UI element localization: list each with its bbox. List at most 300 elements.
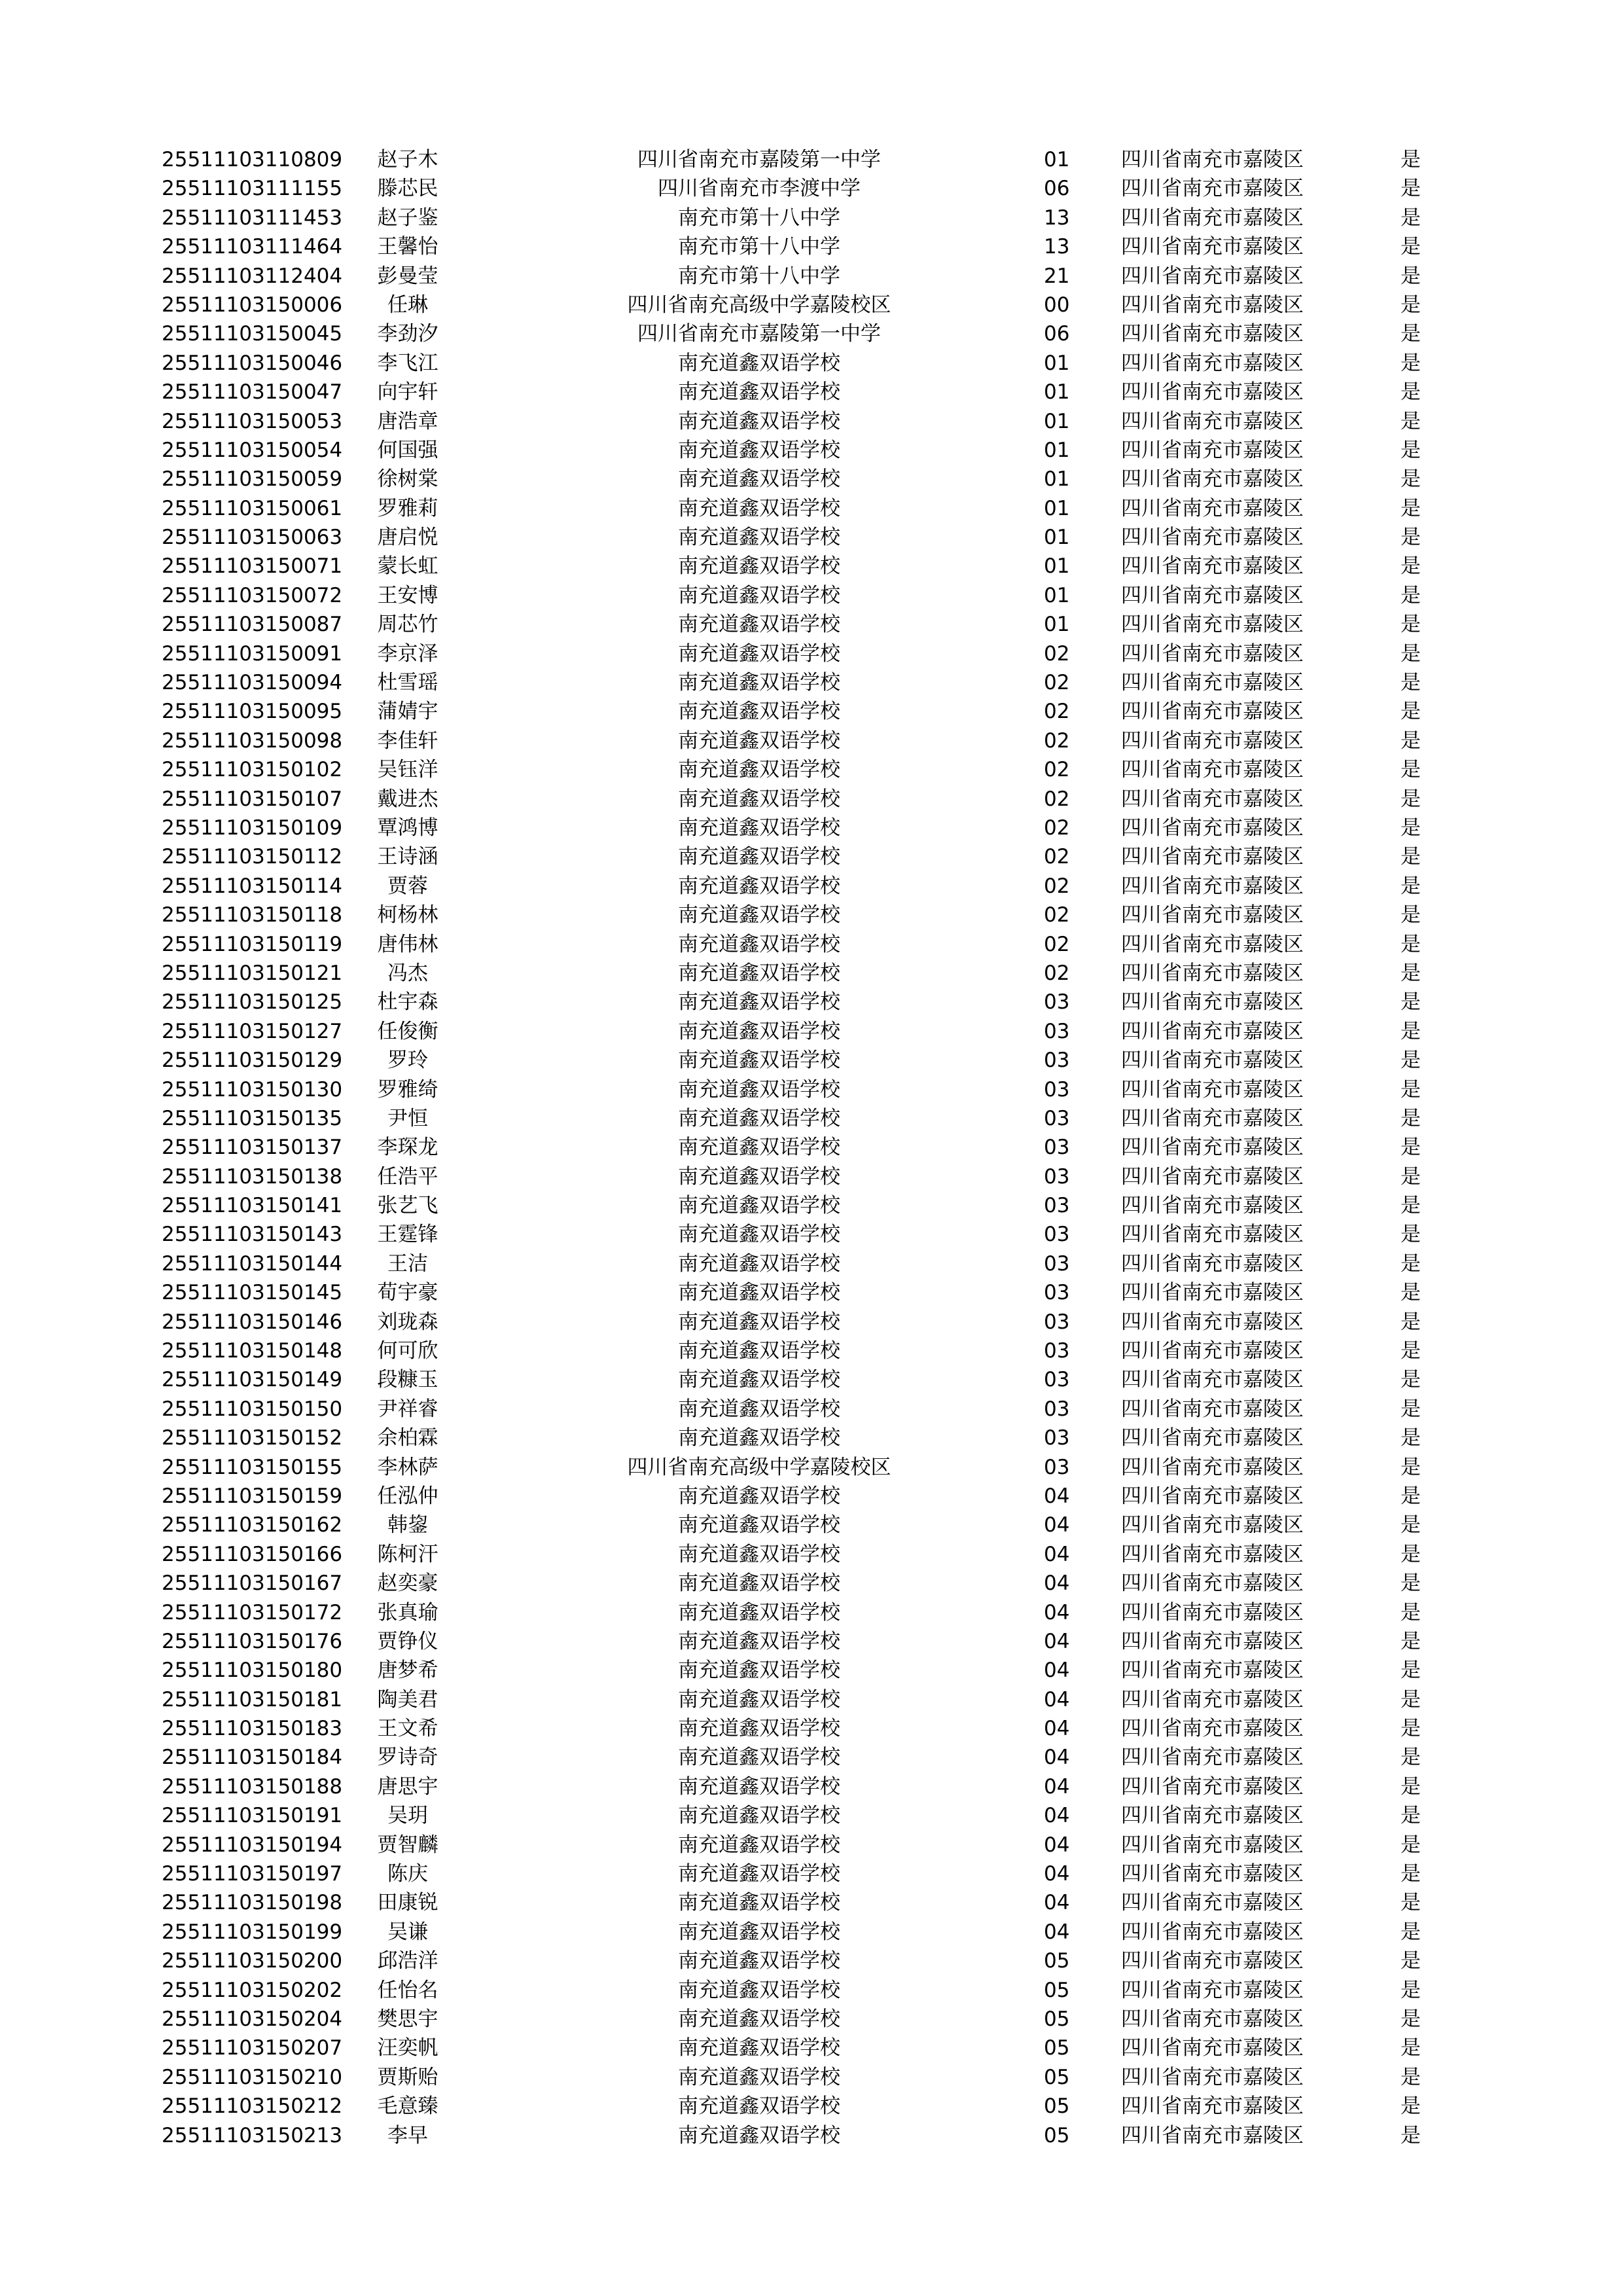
student-name-cell: 刘珑森 <box>377 1310 438 1334</box>
class-number-cell: 04 <box>1044 1920 1070 1944</box>
region-cell: 四川省南充市嘉陵区 <box>1121 816 1304 840</box>
student-name-cell: 柯杨林 <box>377 903 438 927</box>
exam-id-cell: 25511103150046 <box>162 351 343 375</box>
region-cell: 四川省南充市嘉陵区 <box>1121 1891 1304 1915</box>
school-cell: 南充道鑫双语学校 <box>678 961 840 985</box>
student-name-cell: 唐思宇 <box>377 1774 438 1799</box>
student-name-cell: 贾斯贻 <box>377 2065 438 2089</box>
class-number-cell: 02 <box>1044 845 1070 869</box>
student-name-cell: 任怡名 <box>377 1978 438 2002</box>
region-cell: 四川省南充市嘉陵区 <box>1121 1600 1304 1624</box>
student-name-cell: 任泓仲 <box>377 1484 438 1508</box>
status-flag-cell: 是 <box>1400 903 1421 927</box>
table-row <box>0 1598 1623 1627</box>
school-cell: 南充道鑫双语学校 <box>678 671 840 695</box>
table-row <box>0 349 1623 378</box>
student-name-cell: 贾蓉 <box>387 874 428 898</box>
status-flag-cell: 是 <box>1400 177 1421 201</box>
region-cell: 四川省南充市嘉陵区 <box>1121 148 1304 171</box>
school-cell: 南充道鑫双语学校 <box>678 1978 840 2002</box>
school-cell: 南充道鑫双语学校 <box>678 1949 840 1973</box>
school-cell: 南充道鑫双语学校 <box>678 554 840 579</box>
school-cell: 南充道鑫双语学校 <box>678 1629 840 1653</box>
class-number-cell: 03 <box>1044 990 1070 1014</box>
status-flag-cell: 是 <box>1400 264 1421 288</box>
student-name-cell: 何可欣 <box>377 1339 438 1363</box>
status-flag-cell: 是 <box>1400 1774 1421 1799</box>
region-cell: 四川省南充市嘉陵区 <box>1121 322 1304 346</box>
table-row <box>0 1249 1623 1278</box>
exam-id-cell: 25511103150006 <box>162 293 343 317</box>
school-cell: 南充道鑫双语学校 <box>678 1251 840 1276</box>
school-cell: 南充道鑫双语学校 <box>678 2007 840 2031</box>
region-cell: 四川省南充市嘉陵区 <box>1121 526 1304 550</box>
exam-id-cell: 25511103150114 <box>162 874 343 898</box>
student-name-cell: 李飞江 <box>377 351 438 375</box>
status-flag-cell: 是 <box>1400 1194 1421 1218</box>
school-cell: 南充道鑫双语学校 <box>678 1687 840 1712</box>
exam-id-cell: 25511103150198 <box>162 1891 343 1915</box>
status-flag-cell: 是 <box>1400 1281 1421 1305</box>
class-number-cell: 03 <box>1044 1455 1070 1479</box>
student-name-cell: 杜宇森 <box>377 990 438 1014</box>
status-flag-cell: 是 <box>1400 496 1421 520</box>
exam-id-cell: 25511103150184 <box>162 1746 343 1770</box>
table-row <box>0 1133 1623 1162</box>
student-name-cell: 田康锐 <box>377 1891 438 1915</box>
exam-id-cell: 25511103150061 <box>162 496 343 520</box>
student-name-cell: 唐浩章 <box>377 409 438 433</box>
table-row <box>0 2005 1623 2034</box>
table-row <box>0 1540 1623 1569</box>
school-cell: 南充道鑫双语学校 <box>678 758 840 782</box>
status-flag-cell: 是 <box>1400 961 1421 985</box>
school-cell: 四川省南充市嘉陵第一中学 <box>637 148 881 171</box>
status-flag-cell: 是 <box>1400 351 1421 375</box>
class-number-cell: 04 <box>1044 1659 1070 1683</box>
region-cell: 四川省南充市嘉陵区 <box>1121 1310 1304 1334</box>
status-flag-cell: 是 <box>1400 758 1421 782</box>
region-cell: 四川省南充市嘉陵区 <box>1121 961 1304 985</box>
table-row <box>0 552 1623 581</box>
school-cell: 南充道鑫双语学校 <box>678 351 840 375</box>
student-name-cell: 邱浩洋 <box>377 1949 438 1973</box>
status-flag-cell: 是 <box>1400 1397 1421 1421</box>
school-cell: 南充道鑫双语学校 <box>678 1281 840 1305</box>
student-name-cell: 蒙长虹 <box>377 554 438 579</box>
status-flag-cell: 是 <box>1400 2036 1421 2060</box>
region-cell: 四川省南充市嘉陵区 <box>1121 787 1304 811</box>
student-name-cell: 王洁 <box>387 1251 428 1276</box>
school-cell: 南充道鑫双语学校 <box>678 1339 840 1363</box>
exam-id-cell: 25511103150144 <box>162 1251 343 1276</box>
region-cell: 四川省南充市嘉陵区 <box>1121 671 1304 695</box>
class-number-cell: 05 <box>1044 2123 1070 2147</box>
student-name-cell: 王馨怡 <box>377 235 438 259</box>
table-row <box>0 1831 1623 1859</box>
student-name-cell: 李林萨 <box>377 1455 438 1479</box>
exam-id-cell: 25511103150210 <box>162 2065 343 2089</box>
student-name-cell: 陈柯汗 <box>377 1542 438 1566</box>
table-row <box>0 1569 1623 1598</box>
class-number-cell: 01 <box>1044 526 1070 550</box>
exam-id-cell: 25511103150119 <box>162 932 343 956</box>
student-name-cell: 向宇轩 <box>377 380 438 404</box>
exam-id-cell: 25511103150166 <box>162 1542 343 1566</box>
region-cell: 四川省南充市嘉陵区 <box>1121 1455 1304 1479</box>
region-cell: 四川省南充市嘉陵区 <box>1121 1629 1304 1653</box>
school-cell: 南充道鑫双语学校 <box>678 496 840 520</box>
exam-id-cell: 25511103150129 <box>162 1049 343 1073</box>
status-flag-cell: 是 <box>1400 2007 1421 2031</box>
student-name-cell: 余柏霖 <box>377 1426 438 1450</box>
class-number-cell: 06 <box>1044 322 1070 346</box>
table-row <box>0 1859 1623 1888</box>
class-number-cell: 03 <box>1044 1194 1070 1218</box>
table-row <box>0 232 1623 261</box>
class-number-cell: 03 <box>1044 1077 1070 1102</box>
table-row <box>0 204 1623 232</box>
student-name-cell: 张艺飞 <box>377 1194 438 1218</box>
region-cell: 四川省南充市嘉陵区 <box>1121 1339 1304 1363</box>
exam-id-cell: 25511103111464 <box>162 235 343 259</box>
region-cell: 四川省南充市嘉陵区 <box>1121 496 1304 520</box>
student-name-cell: 毛意臻 <box>377 2094 438 2119</box>
exam-id-cell: 25511103150063 <box>162 526 343 550</box>
table-row <box>0 465 1623 493</box>
exam-id-cell: 25511103150146 <box>162 1310 343 1334</box>
status-flag-cell: 是 <box>1400 1891 1421 1915</box>
status-flag-cell: 是 <box>1400 2065 1421 2089</box>
table-row <box>0 1772 1623 1801</box>
table-row <box>0 1714 1623 1743</box>
status-flag-cell: 是 <box>1400 1106 1421 1130</box>
student-name-cell: 吴玥 <box>387 1804 428 1828</box>
class-number-cell: 02 <box>1044 961 1070 985</box>
class-number-cell: 02 <box>1044 816 1070 840</box>
school-cell: 南充市第十八中学 <box>678 235 840 259</box>
class-number-cell: 04 <box>1044 1833 1070 1857</box>
school-cell: 南充道鑫双语学校 <box>678 728 840 753</box>
status-flag-cell: 是 <box>1400 845 1421 869</box>
student-name-cell: 任浩平 <box>377 1164 438 1189</box>
exam-id-cell: 25511103150045 <box>162 322 343 346</box>
class-number-cell: 02 <box>1044 641 1070 666</box>
status-flag-cell: 是 <box>1400 1484 1421 1508</box>
region-cell: 四川省南充市嘉陵区 <box>1121 177 1304 201</box>
class-number-cell: 01 <box>1044 554 1070 579</box>
table-row <box>0 1424 1623 1452</box>
exam-id-cell: 25511103150121 <box>162 961 343 985</box>
class-number-cell: 03 <box>1044 1310 1070 1334</box>
exam-id-cell: 25511103150200 <box>162 1949 343 1973</box>
school-cell: 南充道鑫双语学校 <box>678 1106 840 1130</box>
status-flag-cell: 是 <box>1400 293 1421 317</box>
exam-id-cell: 25511103150155 <box>162 1455 343 1479</box>
student-name-cell: 段糠玉 <box>377 1368 438 1392</box>
class-number-cell: 01 <box>1044 438 1070 462</box>
region-cell: 四川省南充市嘉陵区 <box>1121 1978 1304 2002</box>
table-row <box>0 291 1623 319</box>
exam-id-cell: 25511103150102 <box>162 758 343 782</box>
status-flag-cell: 是 <box>1400 1223 1421 1247</box>
exam-id-cell: 25511103150212 <box>162 2094 343 2119</box>
school-cell: 南充道鑫双语学校 <box>678 1223 840 1247</box>
school-cell: 南充道鑫双语学校 <box>678 1774 840 1799</box>
table-row <box>0 785 1623 814</box>
exam-id-cell: 25511103150054 <box>162 438 343 462</box>
student-name-cell: 罗玲 <box>387 1049 428 1073</box>
student-name-cell: 彭曼莹 <box>377 264 438 288</box>
region-cell: 四川省南充市嘉陵区 <box>1121 1077 1304 1102</box>
exam-id-cell: 25511103150130 <box>162 1077 343 1102</box>
school-cell: 四川省南充市嘉陵第一中学 <box>637 322 881 346</box>
class-number-cell: 03 <box>1044 1397 1070 1421</box>
region-cell: 四川省南充市嘉陵区 <box>1121 1804 1304 1828</box>
school-cell: 南充道鑫双语学校 <box>678 1049 840 1073</box>
school-cell: 南充道鑫双语学校 <box>678 1426 840 1450</box>
region-cell: 四川省南充市嘉陵区 <box>1121 641 1304 666</box>
class-number-cell: 04 <box>1044 1600 1070 1624</box>
exam-id-cell: 25511103150072 <box>162 583 343 607</box>
school-cell: 南充道鑫双语学校 <box>678 1484 840 1508</box>
exam-id-cell: 25511103150135 <box>162 1106 343 1130</box>
region-cell: 四川省南充市嘉陵区 <box>1121 1484 1304 1508</box>
exam-id-cell: 25511103150199 <box>162 1920 343 1944</box>
exam-id-cell: 25511103150159 <box>162 1484 343 1508</box>
status-flag-cell: 是 <box>1400 816 1421 840</box>
student-list-table <box>0 145 1623 2150</box>
table-row <box>0 1278 1623 1307</box>
class-number-cell: 05 <box>1044 2036 1070 2060</box>
region-cell: 四川省南充市嘉陵区 <box>1121 1687 1304 1712</box>
class-number-cell: 05 <box>1044 2094 1070 2119</box>
class-number-cell: 01 <box>1044 496 1070 520</box>
class-number-cell: 05 <box>1044 2065 1070 2089</box>
region-cell: 四川省南充市嘉陵区 <box>1121 1164 1304 1189</box>
status-flag-cell: 是 <box>1400 2123 1421 2147</box>
exam-id-cell: 25511103150162 <box>162 1513 343 1537</box>
region-cell: 四川省南充市嘉陵区 <box>1121 1194 1304 1218</box>
class-number-cell: 01 <box>1044 467 1070 492</box>
school-cell: 南充道鑫双语学校 <box>678 583 840 607</box>
status-flag-cell: 是 <box>1400 728 1421 753</box>
student-name-cell: 王安博 <box>377 583 438 607</box>
school-cell: 南充道鑫双语学校 <box>678 380 840 404</box>
exam-id-cell: 25511103150149 <box>162 1368 343 1392</box>
region-cell: 四川省南充市嘉陵区 <box>1121 2007 1304 2031</box>
school-cell: 南充道鑫双语学校 <box>678 932 840 956</box>
class-number-cell: 02 <box>1044 700 1070 724</box>
class-number-cell: 04 <box>1044 1862 1070 1886</box>
school-cell: 南充道鑫双语学校 <box>678 1542 840 1566</box>
region-cell: 四川省南充市嘉陵区 <box>1121 1949 1304 1973</box>
region-cell: 四川省南充市嘉陵区 <box>1121 206 1304 230</box>
table-row <box>0 1365 1623 1394</box>
student-name-cell: 李佳轩 <box>377 728 438 753</box>
exam-id-cell: 25511103150091 <box>162 641 343 666</box>
student-name-cell: 任俊衡 <box>377 1019 438 1043</box>
region-cell: 四川省南充市嘉陵区 <box>1121 990 1304 1014</box>
status-flag-cell: 是 <box>1400 438 1421 462</box>
school-cell: 南充道鑫双语学校 <box>678 2036 840 2060</box>
exam-id-cell: 25511103111155 <box>162 177 343 201</box>
region-cell: 四川省南充市嘉陵区 <box>1121 1397 1304 1421</box>
status-flag-cell: 是 <box>1400 2094 1421 2119</box>
region-cell: 四川省南充市嘉陵区 <box>1121 613 1304 637</box>
exam-id-cell: 25511103150127 <box>162 1019 343 1043</box>
exam-id-cell: 25511103150143 <box>162 1223 343 1247</box>
status-flag-cell: 是 <box>1400 1049 1421 1073</box>
table-row <box>0 901 1623 929</box>
region-cell: 四川省南充市嘉陵区 <box>1121 1774 1304 1799</box>
student-name-cell: 贾智麟 <box>377 1833 438 1857</box>
status-flag-cell: 是 <box>1400 990 1421 1014</box>
student-name-cell: 王诗涵 <box>377 845 438 869</box>
table-row <box>0 1075 1623 1104</box>
table-row <box>0 639 1623 668</box>
student-name-cell: 赵子木 <box>377 148 438 171</box>
student-name-cell: 李劲汐 <box>377 322 438 346</box>
class-number-cell: 04 <box>1044 1513 1070 1537</box>
school-cell: 南充道鑫双语学校 <box>678 2065 840 2089</box>
student-name-cell: 赵奕豪 <box>377 1571 438 1596</box>
exam-id-cell: 25511103150176 <box>162 1629 343 1653</box>
school-cell: 南充道鑫双语学校 <box>678 1659 840 1683</box>
status-flag-cell: 是 <box>1400 1077 1421 1102</box>
region-cell: 四川省南充市嘉陵区 <box>1121 1920 1304 1944</box>
table-row <box>0 842 1623 871</box>
student-name-cell: 罗雅绮 <box>377 1077 438 1102</box>
status-flag-cell: 是 <box>1400 1251 1421 1276</box>
table-row <box>0 2063 1623 2092</box>
region-cell: 四川省南充市嘉陵区 <box>1121 1571 1304 1596</box>
region-cell: 四川省南充市嘉陵区 <box>1121 1251 1304 1276</box>
school-cell: 南充道鑫双语学校 <box>678 874 840 898</box>
class-number-cell: 04 <box>1044 1891 1070 1915</box>
exam-id-cell: 25511103150071 <box>162 554 343 579</box>
class-number-cell: 04 <box>1044 1717 1070 1741</box>
status-flag-cell: 是 <box>1400 380 1421 404</box>
school-cell: 南充道鑫双语学校 <box>678 1891 840 1915</box>
exam-id-cell: 25511103150197 <box>162 1862 343 1886</box>
class-number-cell: 04 <box>1044 1484 1070 1508</box>
region-cell: 四川省南充市嘉陵区 <box>1121 1368 1304 1392</box>
region-cell: 四川省南充市嘉陵区 <box>1121 1136 1304 1160</box>
status-flag-cell: 是 <box>1400 1717 1421 1741</box>
table-row <box>0 145 1623 174</box>
status-flag-cell: 是 <box>1400 554 1421 579</box>
region-cell: 四川省南充市嘉陵区 <box>1121 758 1304 782</box>
region-cell: 四川省南充市嘉陵区 <box>1121 380 1304 404</box>
table-row <box>0 1220 1623 1249</box>
student-name-cell: 汪奕帆 <box>377 2036 438 2060</box>
table-row <box>0 1336 1623 1365</box>
table-row <box>0 581 1623 610</box>
student-name-cell: 荀宇豪 <box>377 1281 438 1305</box>
table-row <box>0 319 1623 348</box>
exam-id-cell: 25511103150125 <box>162 990 343 1014</box>
exam-id-cell: 25511103150204 <box>162 2007 343 2031</box>
school-cell: 南充道鑫双语学校 <box>678 1600 840 1624</box>
table-row <box>0 174 1623 203</box>
school-cell: 南充道鑫双语学校 <box>678 1077 840 1102</box>
class-number-cell: 04 <box>1044 1746 1070 1770</box>
student-name-cell: 贾铮仪 <box>377 1629 438 1653</box>
status-flag-cell: 是 <box>1400 1136 1421 1160</box>
class-number-cell: 02 <box>1044 874 1070 898</box>
exam-id-cell: 25511103150148 <box>162 1339 343 1363</box>
exam-id-cell: 25511103150183 <box>162 1717 343 1741</box>
region-cell: 四川省南充市嘉陵区 <box>1121 1746 1304 1770</box>
class-number-cell: 21 <box>1044 264 1070 288</box>
student-name-cell: 徐树棠 <box>377 467 438 492</box>
table-row <box>0 930 1623 959</box>
status-flag-cell: 是 <box>1400 1571 1421 1596</box>
status-flag-cell: 是 <box>1400 322 1421 346</box>
exam-id-cell: 25511103150194 <box>162 1833 343 1857</box>
exam-id-cell: 25511103150047 <box>162 380 343 404</box>
student-name-cell: 樊思宇 <box>377 2007 438 2031</box>
class-number-cell: 04 <box>1044 1571 1070 1596</box>
class-number-cell: 03 <box>1044 1019 1070 1043</box>
exam-id-cell: 25511103150181 <box>162 1687 343 1712</box>
class-number-cell: 01 <box>1044 583 1070 607</box>
exam-id-cell: 25511103150112 <box>162 845 343 869</box>
table-row <box>0 814 1623 842</box>
table-row <box>0 1801 1623 1830</box>
status-flag-cell: 是 <box>1400 1804 1421 1828</box>
class-number-cell: 06 <box>1044 177 1070 201</box>
exam-id-cell: 25511103150059 <box>162 467 343 492</box>
class-number-cell: 01 <box>1044 380 1070 404</box>
class-number-cell: 13 <box>1044 235 1070 259</box>
school-cell: 南充道鑫双语学校 <box>678 1571 840 1596</box>
status-flag-cell: 是 <box>1400 1862 1421 1886</box>
table-row <box>0 726 1623 755</box>
class-number-cell: 01 <box>1044 409 1070 433</box>
table-row <box>0 1162 1623 1191</box>
student-name-cell: 陈庆 <box>387 1862 428 1886</box>
student-name-cell: 李京泽 <box>377 641 438 666</box>
class-number-cell: 04 <box>1044 1629 1070 1653</box>
status-flag-cell: 是 <box>1400 1746 1421 1770</box>
class-number-cell: 04 <box>1044 1774 1070 1799</box>
class-number-cell: 03 <box>1044 1106 1070 1130</box>
table-row <box>0 1627 1623 1656</box>
status-flag-cell: 是 <box>1400 1019 1421 1043</box>
table-row <box>0 1976 1623 2005</box>
exam-id-cell: 25511103150152 <box>162 1426 343 1450</box>
table-row <box>0 959 1623 988</box>
exam-id-cell: 25511103150145 <box>162 1281 343 1305</box>
exam-id-cell: 25511103150053 <box>162 409 343 433</box>
school-cell: 南充道鑫双语学校 <box>678 816 840 840</box>
exam-id-cell: 25511103150191 <box>162 1804 343 1828</box>
student-name-cell: 李琛龙 <box>377 1136 438 1160</box>
status-flag-cell: 是 <box>1400 1368 1421 1392</box>
region-cell: 四川省南充市嘉陵区 <box>1121 874 1304 898</box>
exam-id-cell: 25511103150202 <box>162 1978 343 2002</box>
class-number-cell: 02 <box>1044 671 1070 695</box>
student-name-cell: 王文希 <box>377 1717 438 1741</box>
student-name-cell: 何国强 <box>377 438 438 462</box>
exam-id-cell: 25511103150109 <box>162 816 343 840</box>
table-row <box>0 523 1623 552</box>
status-flag-cell: 是 <box>1400 932 1421 956</box>
exam-id-cell: 25511103150141 <box>162 1194 343 1218</box>
table-row <box>0 872 1623 901</box>
